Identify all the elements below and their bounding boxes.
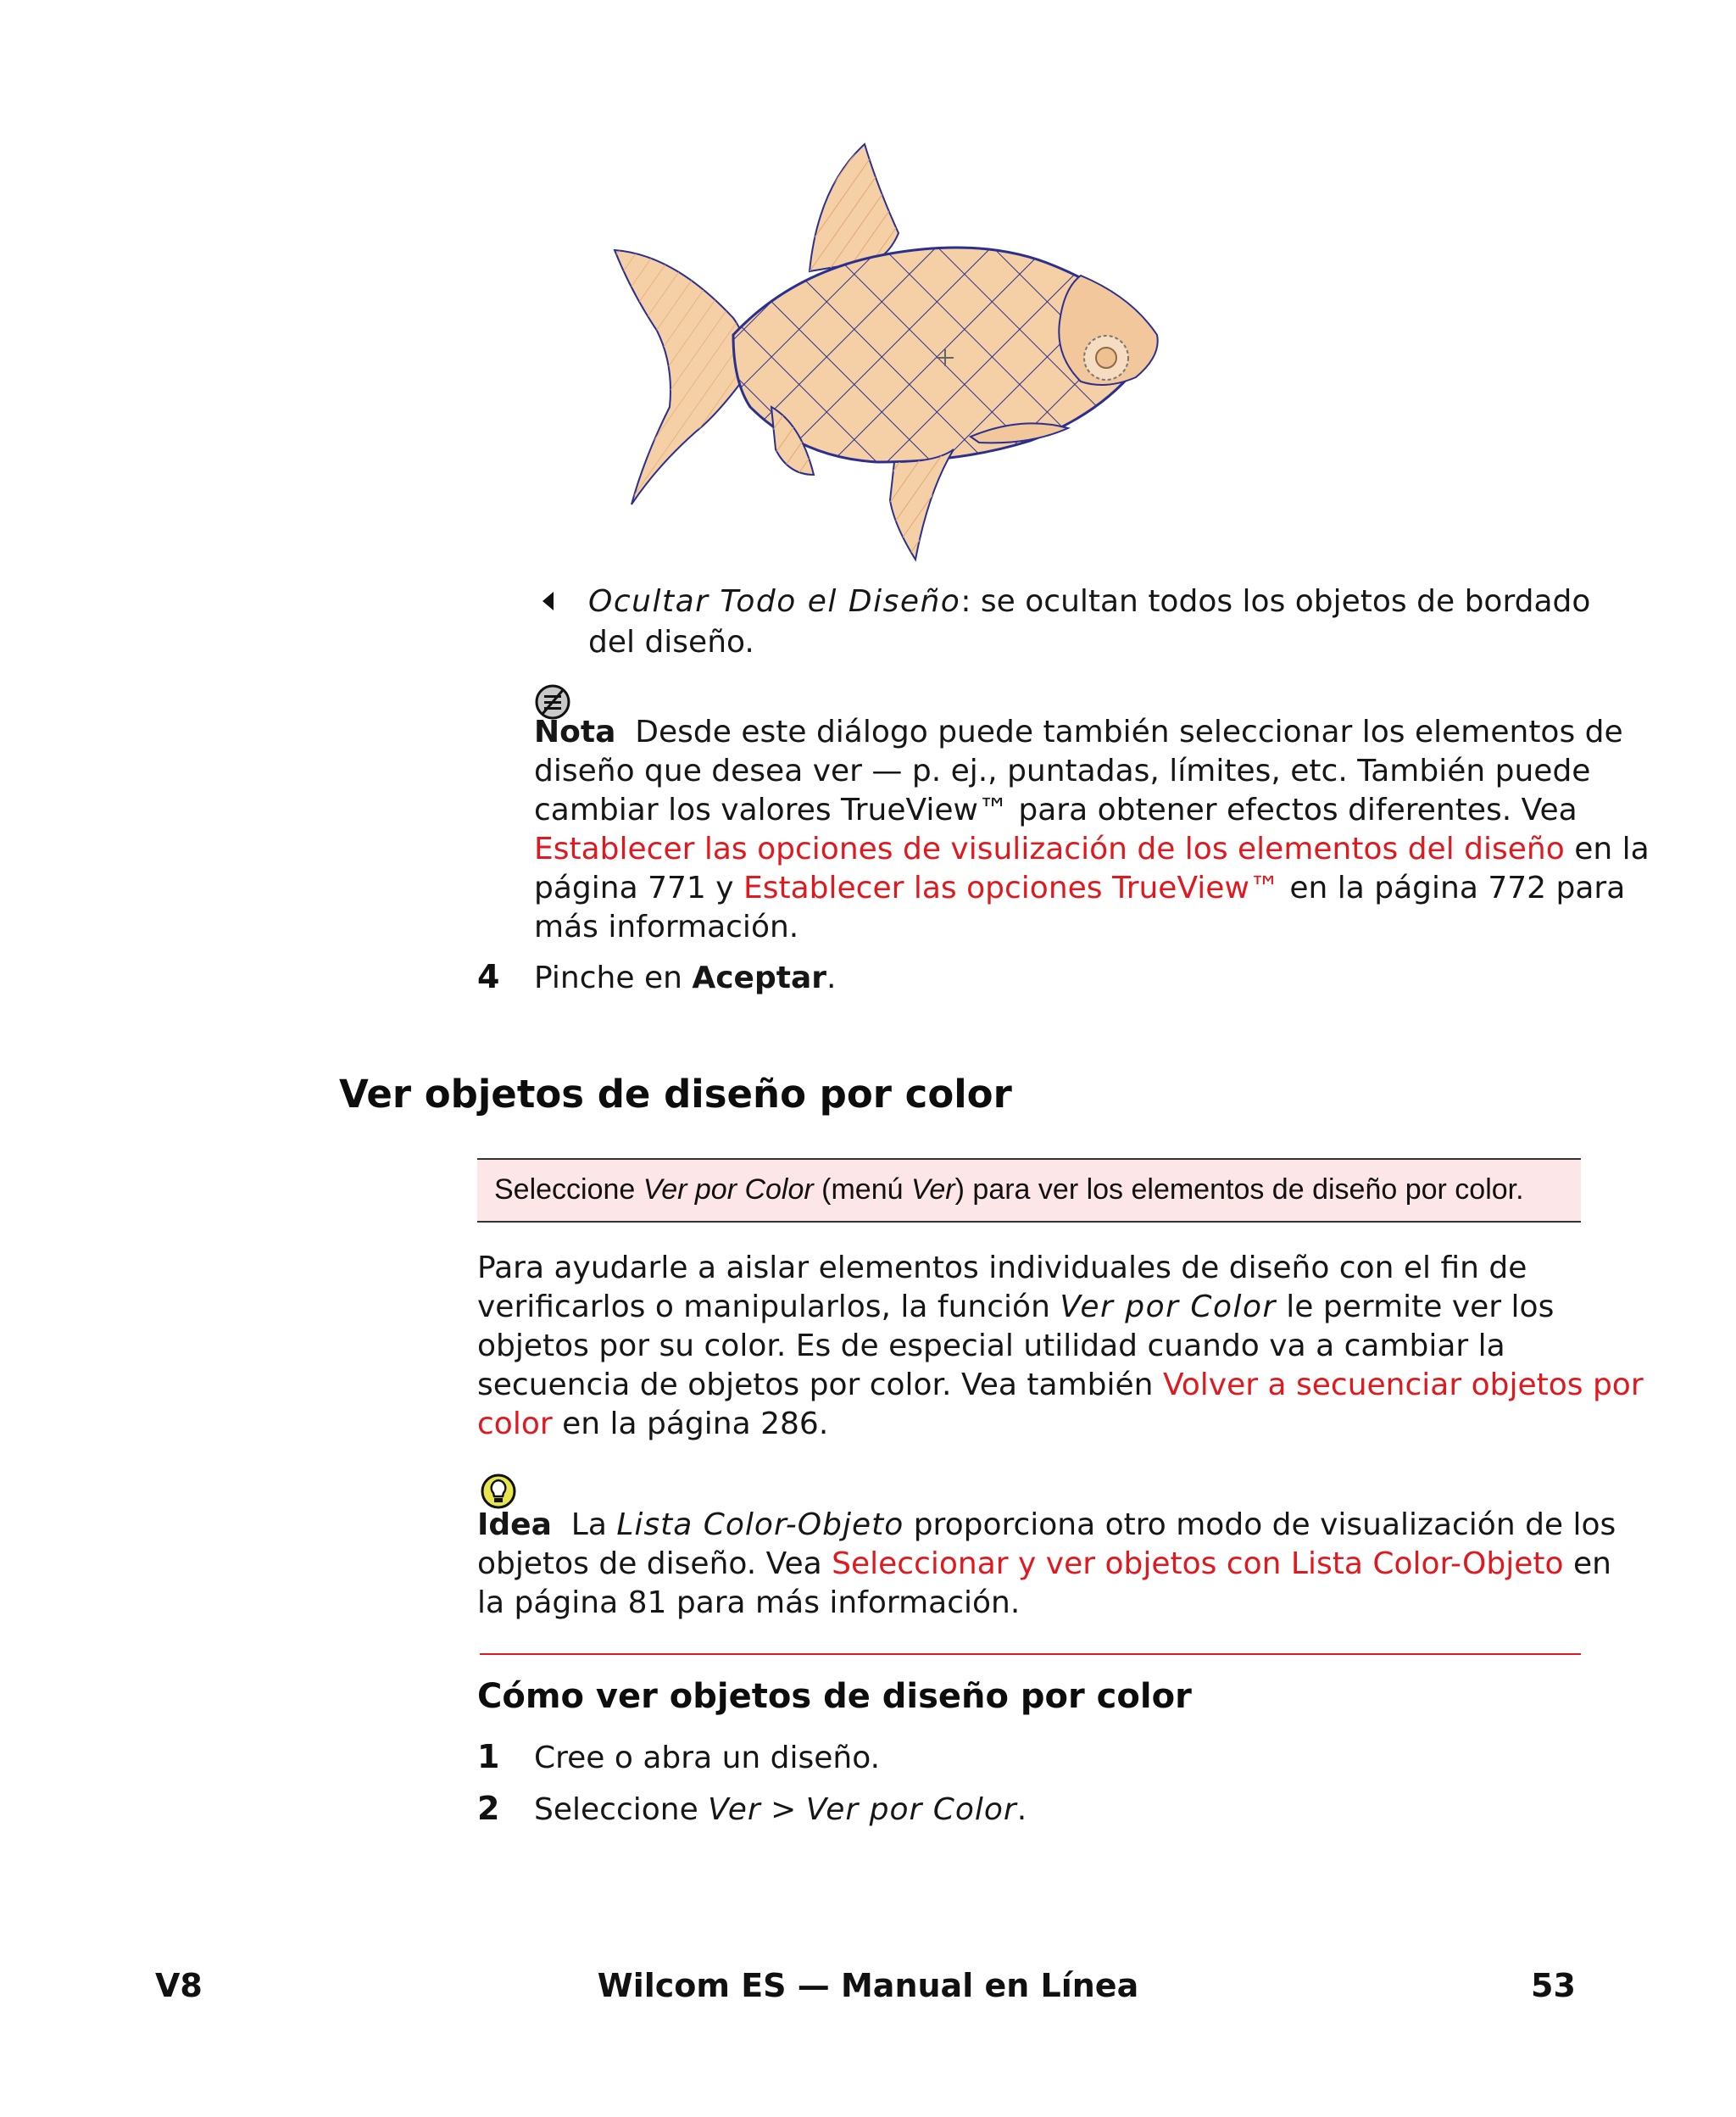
step-4-number: 4 [477, 958, 500, 995]
footer-page-number: 53 [1531, 1967, 1576, 2004]
bullet-arrow-icon [542, 592, 554, 610]
link-volver-secuenciar-cont[interactable]: color [477, 1407, 553, 1441]
idea-block [477, 1506, 1616, 1623]
para-line-5: color en la página 286. [477, 1407, 829, 1441]
bullet-italic: Ocultar Todo el Diseño [588, 584, 961, 619]
footer-version: V8 [155, 1967, 203, 2004]
lightbulb-icon [480, 1473, 517, 1510]
bullet-line-1: Ocultar Todo el Diseño: se ocultan todos los objetos de bordado [588, 584, 1591, 619]
para-line-3: objetos por su color. Es de especial utilidad cuando va a cambiar la [477, 1329, 1505, 1363]
para-line-4: secuencia de objetos por color. Vea también Volver a secuenciar objetos por [477, 1368, 1644, 1402]
section-heading: Ver objetos de diseño por color [339, 1072, 1012, 1117]
command-text: Seleccione Ver por Color (menú Ver) para ver los elementos de diseño por color. [494, 1173, 1524, 1206]
note-line-4: Establecer las opciones de visulización de los elementos del diseño en la [534, 832, 1650, 866]
note-label: Nota [534, 715, 616, 749]
idea-line-3: la página 81 para más información. [477, 1585, 1021, 1620]
para-line-1: Para ayudarle a aislar elementos individuales de diseño con el fin de [477, 1251, 1527, 1285]
step-1-text: Cree o abra un diseño. [534, 1741, 881, 1775]
command-box [477, 1158, 1581, 1223]
fish-embroidery-image [606, 136, 1174, 568]
step-1-number: 1 [477, 1738, 500, 1775]
step-2-text: Seleccione Ver > Ver por Color. [534, 1792, 1027, 1827]
note-line-5: página 771 y Establecer las opciones TrueView™ en la página 772 para [534, 871, 1626, 905]
procedure-heading: Cómo ver objetos de diseño por color [477, 1677, 1192, 1716]
procedure-divider [480, 1653, 1581, 1655]
note-line-1: Nota Desde este diálogo puede también seleccionar los elementos de [534, 715, 1623, 749]
idea-line-2: objetos de diseño. Vea Seleccionar y ver objetos con Lista Color-Objeto en [477, 1546, 1611, 1581]
intro-paragraph [477, 1249, 1644, 1444]
note-line-3: cambiar los valores TrueView™ para obtener efectos diferentes. Vea [534, 793, 1577, 827]
aceptar-label: Aceptar [692, 961, 827, 995]
idea-label: Idea [477, 1507, 552, 1542]
link-lista-color-objeto[interactable]: Seleccionar y ver objetos con Lista Color-Objeto [832, 1546, 1564, 1581]
idea-line-1: Idea La Lista Color-Objeto proporciona otro modo de visualización de los [477, 1507, 1616, 1542]
para-line-2: verificarlos o manipularlos, la función Ver por Color le permite ver los [477, 1290, 1555, 1324]
note-line-6: más información. [534, 910, 799, 944]
link-opciones-visualizacion[interactable]: Establecer las opciones de visulización de los elementos del diseño [534, 832, 1565, 866]
step-2-number: 2 [477, 1790, 500, 1827]
note-block [534, 713, 1650, 947]
footer-title: Wilcom ES — Manual en Línea [597, 1967, 1139, 2004]
note-line-2: diseño que desea ver — p. ej., puntadas, límites, etc. También puede [534, 754, 1591, 788]
link-volver-secuenciar[interactable]: Volver a secuenciar objetos por [1162, 1368, 1644, 1402]
link-opciones-trueview[interactable]: Establecer las opciones TrueView™ [743, 871, 1280, 905]
bullet-line-2: del diseño. [588, 625, 754, 660]
step-4-text: Pinche en Aceptar. [534, 961, 837, 995]
